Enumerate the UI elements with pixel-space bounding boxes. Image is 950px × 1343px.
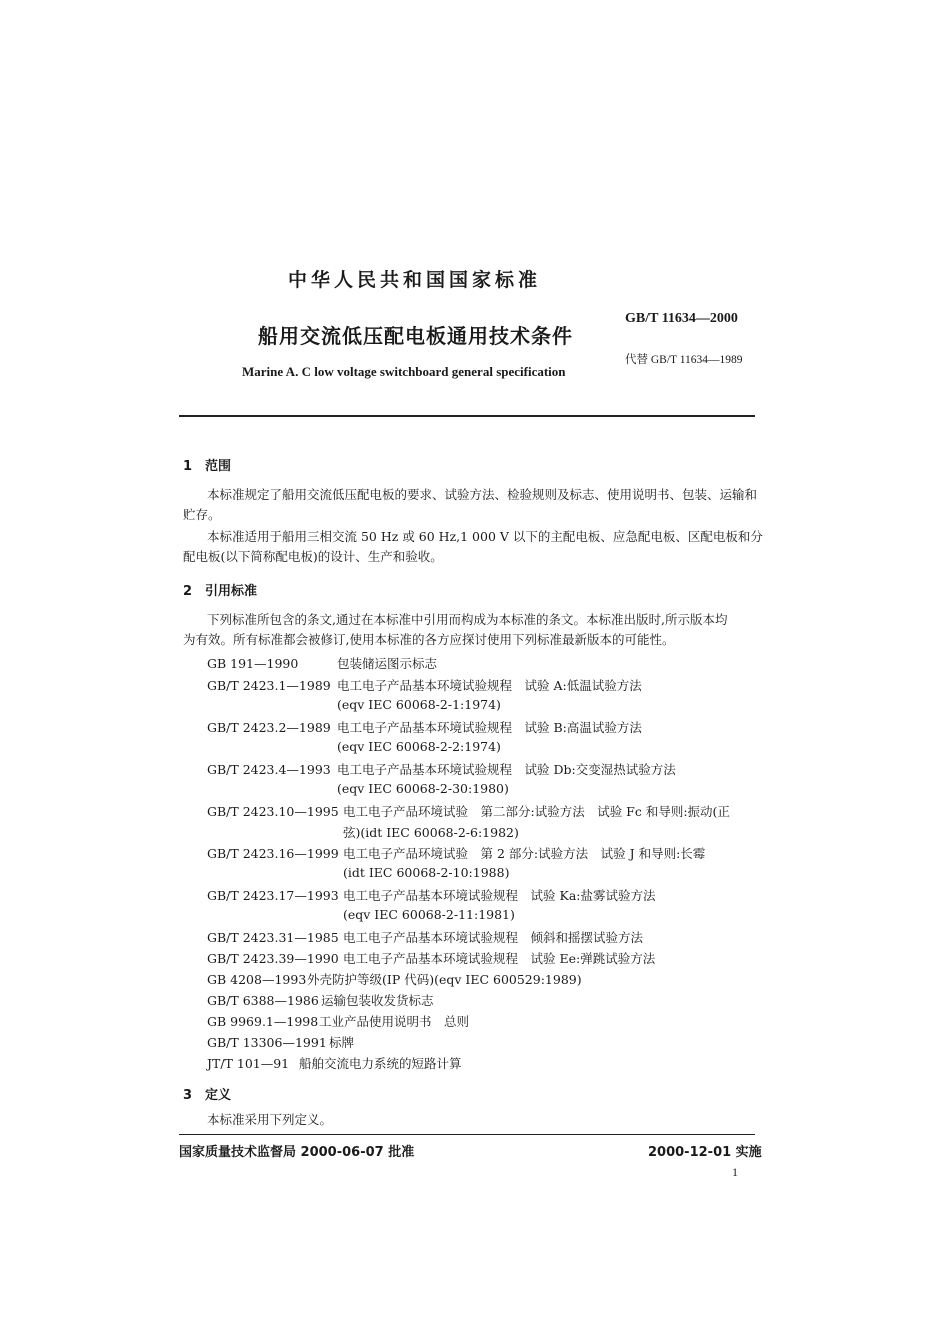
- section-1-paragraph-1-line-1: 本标准规定了船用交流低压配电板的要求、试验方法、检验规则及标志、使用说明书、包装、运输和: [207, 487, 758, 502]
- section-1-paragraph-2-line-2: 配电板(以下简称配电板)的设计、生产和验收。: [183, 549, 443, 564]
- reference-code: JT/T 101—91: [207, 1056, 290, 1071]
- section-2-heading: [183, 580, 257, 599]
- reference-title: 电工电子产品基本环境试验规程 试验 Ka:盐雾试验方法: [343, 888, 656, 903]
- reference-continuation: (eqv IEC 60068-2-11:1981): [343, 907, 515, 922]
- reference-title: 标牌: [329, 1035, 355, 1050]
- reference-item: [207, 718, 642, 736]
- reference-item: [207, 1033, 354, 1051]
- reference-code: GB/T 13306—1991: [207, 1035, 327, 1050]
- header-divider: [179, 415, 755, 417]
- implementation-date: 2000-12-01 实施: [648, 1145, 762, 1160]
- reference-title: 电工电子产品环境试验 第 2 部分:试验方法 试验 J 和导则:长霉: [343, 846, 706, 861]
- document-title-en: Marine A. C low voltage switchboard general specification: [242, 364, 566, 379]
- section-1-heading: [183, 455, 231, 474]
- section-title: 范围: [205, 459, 232, 474]
- reference-code: GB/T 2423.16—1999: [207, 846, 339, 861]
- reference-item: [207, 676, 642, 694]
- reference-title: 外壳防护等级(IP 代码)(eqv IEC 600529:1989): [307, 972, 582, 987]
- section-number: 2: [183, 584, 193, 599]
- national-standard-heading: 中华人民共和国国家标准: [288, 269, 542, 291]
- reference-continuation: 弦)(idt IEC 60068-2-6:1982): [343, 825, 519, 840]
- reference-item: [207, 844, 705, 862]
- reference-continuation: (eqv IEC 60068-2-1:1974): [337, 697, 501, 712]
- section-1-paragraph-1-line-2: 贮存。: [183, 507, 221, 522]
- section-3-heading: [183, 1084, 231, 1103]
- reference-title: 电工电子产品环境试验 第二部分:试验方法 试验 Fc 和导则:振动(正: [343, 804, 730, 819]
- reference-title: 电工电子产品基本环境试验规程 试验 Db:交变湿热试验方法: [337, 762, 676, 777]
- section-1-paragraph-2-line-1: 本标准适用于船用三相交流 50 Hz 或 60 Hz,1 000 V 以下的主配电板、应急配电板、区配电板和分: [207, 529, 763, 544]
- reference-title: 电工电子产品基本环境试验规程 试验 Ee:弹跳试验方法: [343, 951, 656, 966]
- reference-code: GB/T 2423.10—1995: [207, 804, 339, 819]
- reference-code: GB/T 2423.39—1990: [207, 951, 339, 966]
- reference-continuation: (eqv IEC 60068-2-30:1980): [337, 781, 509, 796]
- reference-item: [207, 949, 655, 967]
- reference-title: 电工电子产品基本环境试验规程 试验 B:高温试验方法: [337, 720, 642, 735]
- approval-date: 国家质量技术监督局 2000-06-07 批准: [179, 1145, 415, 1160]
- replaces-standard: 代替 GB/T 11634—1989: [625, 354, 743, 366]
- reference-title: 运输包装收发货标志: [321, 993, 434, 1008]
- reference-item: [207, 654, 437, 672]
- section-number: 3: [183, 1088, 193, 1103]
- footer-divider: [179, 1134, 755, 1135]
- reference-code: GB/T 2423.17—1993: [207, 888, 339, 903]
- reference-item: [207, 1012, 469, 1030]
- reference-code: GB 191—1990: [207, 656, 299, 671]
- reference-code: GB/T 6388—1986: [207, 993, 319, 1008]
- reference-code: GB/T 2423.31—1985: [207, 930, 339, 945]
- section-3-paragraph: 本标准采用下列定义。: [207, 1112, 333, 1127]
- page-number: 1: [732, 1165, 738, 1179]
- reference-item: [207, 1054, 462, 1072]
- reference-item: [207, 886, 655, 904]
- reference-item: [207, 970, 582, 988]
- reference-item: [207, 928, 643, 946]
- reference-continuation: (eqv IEC 60068-2-2:1974): [337, 739, 501, 754]
- reference-item: [207, 991, 434, 1009]
- reference-title: 工业产品使用说明书 总则: [319, 1014, 470, 1029]
- reference-item: [207, 802, 730, 820]
- reference-code: GB/T 2423.1—1989: [207, 678, 331, 693]
- section-2-paragraph-line-1: 下列标准所包含的条文,通过在本标准中引用而构成为本标准的条文。本标准出版时,所示版本均: [207, 612, 728, 627]
- reference-code: GB/T 2423.2—1989: [207, 720, 331, 735]
- section-title: 定义: [205, 1088, 232, 1103]
- section-title: 引用标准: [205, 584, 258, 599]
- standard-code: GB/T 11634—2000: [625, 311, 738, 326]
- section-2-paragraph-line-2: 为有效。所有标准都会被修订,使用本标准的各方应探讨使用下列标准最新版本的可能性。: [183, 632, 675, 647]
- reference-continuation: (idt IEC 60068-2-10:1988): [343, 865, 510, 880]
- reference-title: 电工电子产品基本环境试验规程 倾斜和摇摆试验方法: [343, 930, 644, 945]
- reference-code: GB/T 2423.4—1993: [207, 762, 331, 777]
- document-title-cn: 船用交流低压配电板通用技术条件: [258, 324, 573, 348]
- reference-item: [207, 760, 676, 778]
- reference-title: 电工电子产品基本环境试验规程 试验 A:低温试验方法: [337, 678, 642, 693]
- section-number: 1: [183, 459, 193, 474]
- reference-code: GB 9969.1—1998: [207, 1014, 319, 1029]
- reference-code: GB 4208—1993: [207, 972, 307, 987]
- reference-title: 包装储运图示标志: [337, 656, 438, 671]
- reference-title: 船舶交流电力系统的短路计算: [299, 1056, 462, 1071]
